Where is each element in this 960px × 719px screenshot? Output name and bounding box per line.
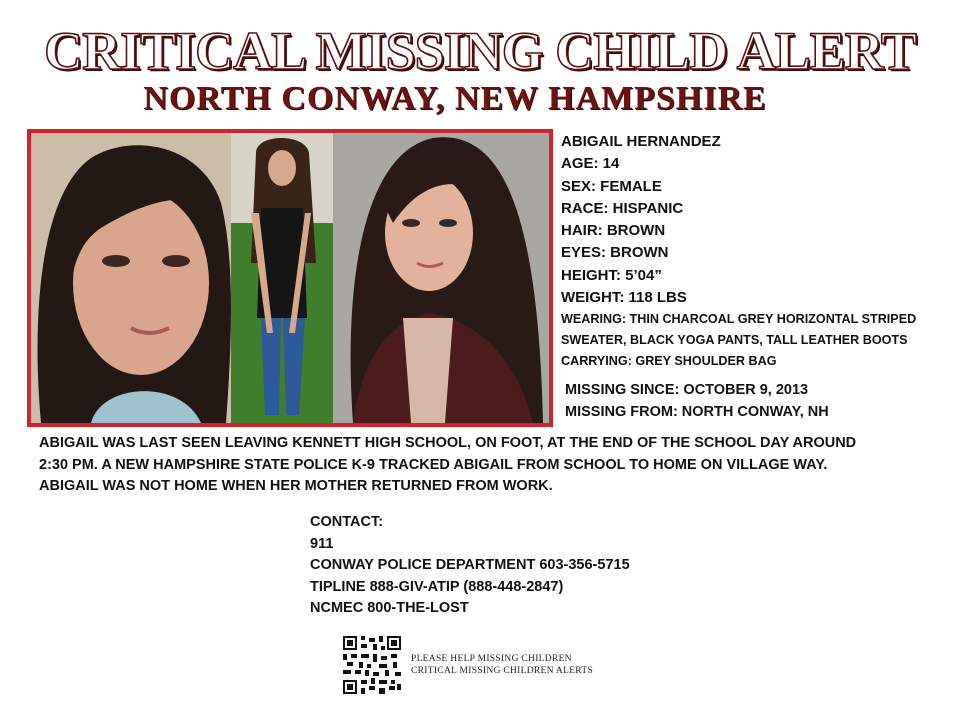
person-wearing-line1: WEARING: THIN CHARCOAL GREY HORIZONTAL STRIPED	[561, 312, 917, 327]
footer	[343, 636, 593, 694]
footer-text	[411, 653, 593, 677]
description-line1: ABIGAIL WAS LAST SEEN LEAVING KENNETT HIGH SCHOOL, ON FOOT, AT THE END OF THE SCHOOL DAY AROUND	[39, 435, 857, 451]
person-hair: HAIR: BROWN	[561, 222, 666, 240]
person-wearing-line2: SWEATER, BLACK YOGA PANTS, TALL LEATHER BOOTS	[561, 333, 908, 348]
photo-frame	[27, 129, 553, 427]
contact-block	[310, 512, 630, 620]
person-eyes: EYES: BROWN	[561, 244, 669, 262]
footer-line1: PLEASE HELP MISSING CHILDREN	[411, 654, 572, 664]
missing-from: MISSING FROM: NORTH CONWAY, NH	[565, 404, 829, 420]
missing-since: MISSING SINCE: OCTOBER 9, 2013	[565, 382, 809, 398]
incident-description	[39, 433, 939, 498]
person-name: ABIGAIL HERNANDEZ	[561, 133, 721, 150]
person-height: HEIGHT: 5’04”	[561, 266, 662, 284]
photo-full-body	[231, 133, 333, 423]
location-subtitle: NORTH CONWAY, NEW HAMPSHIRE	[143, 80, 767, 117]
footer-line2: CRITICAL MISSING CHILDREN ALERTS	[411, 666, 594, 676]
person-weight: WEIGHT: 118 LBS	[561, 289, 687, 307]
person-carrying: CARRYING: GREY SHOULDER BAG	[561, 354, 777, 369]
missing-details	[565, 379, 829, 423]
photo-headshot	[31, 133, 231, 423]
contact-item: TIPLINE 888-GIV-ATIP (888-448-2847)	[310, 578, 564, 595]
person-age: AGE: 14	[561, 155, 620, 173]
photo-portrait	[333, 133, 549, 423]
person-details	[561, 131, 951, 372]
contact-item: CONWAY POLICE DEPARTMENT 603-356-5715	[310, 557, 630, 574]
person-sex: SEX: FEMALE	[561, 177, 662, 195]
contact-item: 911	[310, 535, 334, 552]
person-race: RACE: HISPANIC	[561, 199, 684, 217]
contact-heading: CONTACT:	[310, 514, 384, 530]
page-title: CRITICAL MISSING CHILD ALERT	[44, 21, 916, 81]
description-line2: 2:30 PM. A NEW HAMPSHIRE STATE POLICE K-9 TRACKED ABIGAIL FROM SCHOOL TO HOME ON VILLAGE WAY.	[39, 456, 828, 473]
contact-item: NCMEC 800-THE-LOST	[310, 600, 469, 617]
qr-code-icon[interactable]	[343, 636, 401, 694]
description-line3: ABIGAIL WAS NOT HOME WHEN HER MOTHER RETURNED FROM WORK.	[39, 478, 553, 494]
